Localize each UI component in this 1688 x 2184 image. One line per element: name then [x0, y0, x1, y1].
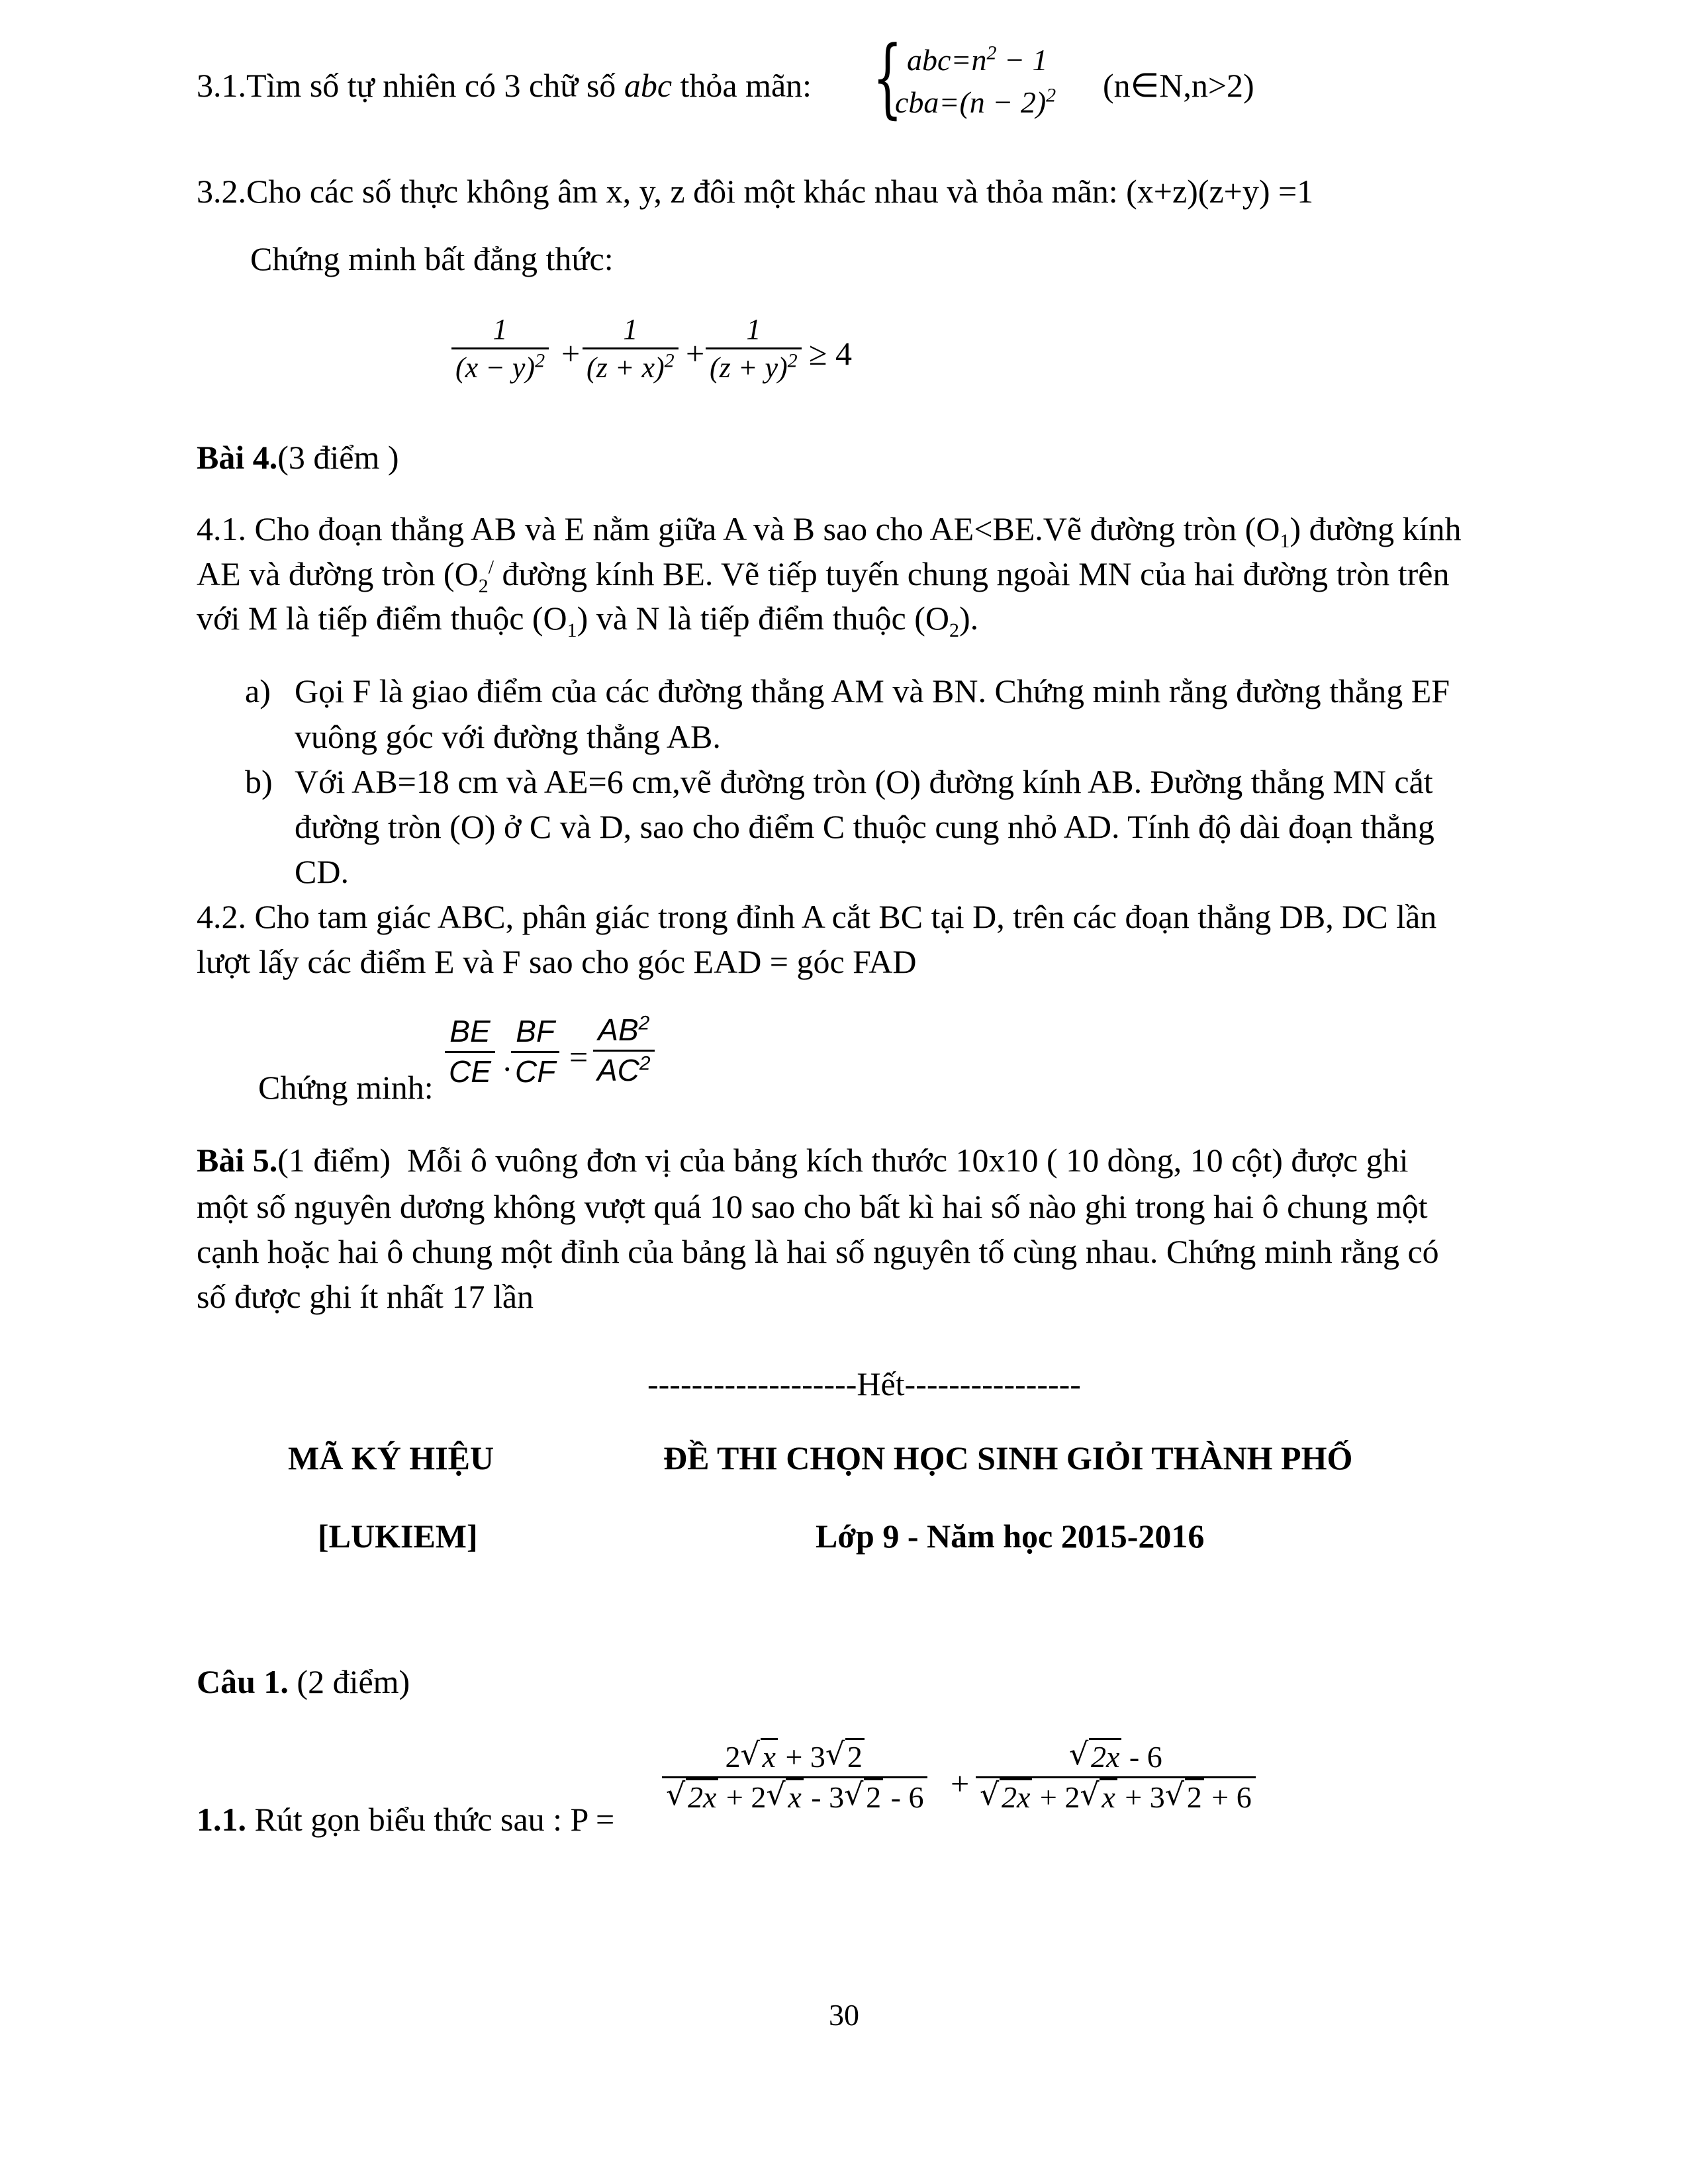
expression-fraction-2: √ 2x - 6 √ 2x + 2√ x + 3√ 2 + 6 [976, 1738, 1256, 1816]
code-label: MÃ KÝ HIỆU [288, 1439, 494, 1477]
inequality-fraction-2: 1 $(z + x)^2$ [583, 311, 679, 386]
exam-title: ĐỀ THI CHỌN HỌC SINH GIỎI THÀNH PHỐ [663, 1439, 1353, 1477]
section-cau-1: Câu 1. (2 điểm) [197, 1663, 410, 1700]
inequality-fraction-1: 1 $(x - y)^2$ [451, 311, 549, 386]
bai-5-line: một số nguyên dương không vượt quá 10 sao cho bất kì hai số nào ghi trong hai ô chung một [197, 1188, 1428, 1225]
end-marker: -------------------Hết---------------- [647, 1365, 1081, 1402]
item-b-line: CD. [295, 853, 349, 890]
dot-operator: . [503, 1041, 512, 1078]
bai-5-line: cạnh hoặc hai ô chung một đỉnh của bảng là hai số nguyên tố cùng nhau. Chứng minh rằng có [197, 1233, 1439, 1270]
section-bai-4: Bài 4.(3 điểm ) [197, 439, 399, 476]
item-b-line: đường tròn (O) ở C và D, sao cho điểm C thuộc cung nhỏ AD. Tính độ dài đoạn thẳng [295, 808, 1434, 845]
equation-1: $abc=n^2 - 1$ [907, 42, 1048, 77]
item-b-line: Với AB=18 cm và AE=6 cm,vẽ đường tròn (O) đường kính AB. Đường thẳng MN cắt [295, 763, 1433, 800]
ratio-be-ce: BE CE [445, 1013, 495, 1091]
item-a-label: a) [245, 672, 271, 709]
ratio-ab2-ac2: $AB^2$ $AC^2$ [593, 1011, 655, 1089]
expression-fraction-1: 2√ x + 3√ 2 √ 2x + 2√ x - 3√ 2 - 6 [662, 1738, 927, 1816]
problem-4-1-line: 4.1. Cho đoạn thẳng AB và E nằm giữa A và B sao cho AE<BE.Vẽ đường tròn $(O_1)$ đường kính [197, 510, 1462, 552]
inequality-fraction-3: 1 $(z + y)^2$ [706, 311, 802, 386]
condition: (n∈N,n>2) [1103, 67, 1254, 104]
item-a-line: vuông góc với đường thẳng AB. [295, 718, 721, 755]
problem-4-2-line: lượt lấy các điểm E và F sao cho góc EAD = góc FAD [197, 943, 917, 980]
problem-3-1-intro: 3.1.Tìm số tự nhiên có 3 chữ số abc thỏa mãn: [197, 67, 812, 104]
system-brace: { [872, 27, 903, 128]
bai-5-line: số được ghi ít nhất 17 lần [197, 1278, 534, 1315]
section-bai-5: Bài 5.(1 điểm) Mỗi ô vuông đơn vị của bảng kích thước 10x10 ( 10 dòng, 10 cột) được ghi [197, 1142, 1409, 1179]
problem-3-2-intro: 3.2.Cho các số thực không âm x, y, z đôi một khác nhau và thỏa mãn: (x+z)(z+y) =1 [197, 173, 1314, 210]
ratio-bf-cf: BF CF [511, 1013, 559, 1091]
item-a-line: Gọi F là giao điểm của các đường thẳng AM và BN. Chứng minh rằng đường thẳng EF [295, 672, 1450, 709]
plus-sign: + [686, 335, 705, 372]
problem-4-1-line: với M là tiếp điểm thuộc $(O_1)$ và N là tiếp điểm thuộc $(O_2)$. [197, 600, 979, 641]
plus-sign: + [951, 1765, 970, 1802]
code: [LUKIEM] [318, 1518, 478, 1555]
item-b-label: b) [245, 763, 273, 800]
equals-sign: = [569, 1038, 588, 1075]
page-number: 30 [829, 1998, 859, 2032]
equation-2: $cba=(n - 2)^2$ [895, 84, 1056, 119]
inequality-rhs: ≥ 4 [809, 335, 852, 372]
problem-4-1-line: AE và đường tròn ($O_2^/$ đường kính BE. Vẽ tiếp tuyến chung ngoài MN của hai đường tròn trên [197, 555, 1450, 597]
prove-label: Chứng minh: [258, 1069, 434, 1106]
problem-4-2-line: 4.2. Cho tam giác ABC, phân giác trong đỉnh A cắt BC tại D, trên các đoạn thẳng DB, DC lần [197, 898, 1437, 935]
plus-sign: + [561, 335, 581, 372]
problem-1-1: 1.1. Rút gọn biểu thức sau : P = [197, 1801, 615, 1838]
exam-subtitle: Lớp 9 - Năm học 2015-2016 [816, 1518, 1205, 1555]
prove-label: Chứng minh bất đẳng thức: [250, 240, 614, 277]
